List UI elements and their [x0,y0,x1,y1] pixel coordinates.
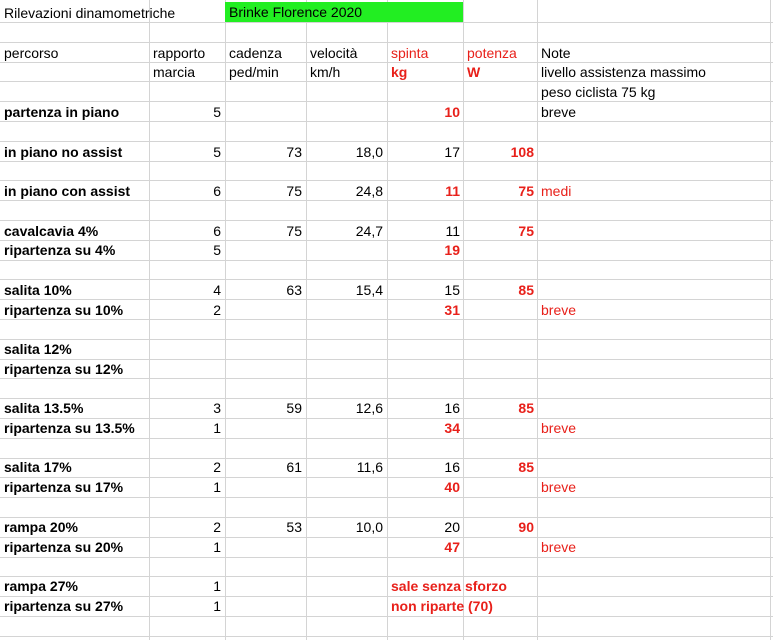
percorso-cell[interactable]: ripartenza su 4% [4,242,116,258]
velocita-cell[interactable] [307,300,383,320]
row-divider [0,636,773,637]
row-divider [0,616,773,617]
row-divider [0,260,773,261]
potenza-cell[interactable] [464,537,534,557]
percorso-cell[interactable]: partenza in piano [4,104,120,120]
potenza-cell[interactable]: 85 [518,282,534,298]
row-divider [0,517,773,518]
percorso-cell[interactable]: rampa 27% [4,578,78,594]
cadenza-cell[interactable]: 73 [286,144,302,160]
potenza-cell[interactable]: 90 [518,519,534,535]
spinta-cell[interactable]: 31 [444,302,460,318]
velocita-cell[interactable] [307,418,383,438]
note-peso[interactable]: peso ciclista 75 kg [541,84,656,100]
velocita-cell[interactable] [307,339,383,359]
rapporto-cell[interactable]: 2 [213,519,221,535]
remark-cell[interactable]: non riparte (70) [391,598,493,614]
percorso-cell[interactable]: ripartenza su 20% [4,539,124,555]
potenza-cell[interactable] [464,240,534,260]
header-w[interactable]: W [467,64,481,80]
cadenza-cell[interactable] [226,576,302,596]
row-divider [0,240,773,241]
rapporto-cell[interactable]: 3 [213,400,221,416]
velocita-cell[interactable] [307,359,383,379]
cadenza-cell[interactable] [226,300,302,320]
cadenza-cell[interactable]: 59 [286,400,302,416]
percorso-cell[interactable]: ripartenza su 27% [4,598,124,614]
column-divider [770,0,771,640]
row-divider [0,458,773,459]
row-divider [0,220,773,221]
spinta-cell[interactable]: 11 [445,223,460,239]
rapporto-cell[interactable]: 1 [213,479,221,495]
note-cell[interactable]: medi [541,183,572,199]
spinta-cell[interactable] [388,359,460,379]
spinta-cell[interactable]: 19 [444,242,460,258]
cadenza-cell[interactable]: 75 [286,183,302,199]
rapporto-cell[interactable]: 5 [213,104,221,120]
row-divider [0,42,773,43]
rapporto-cell[interactable]: 1 [213,598,221,614]
percorso-cell[interactable]: in piano no assist [4,144,123,160]
potenza-cell[interactable]: 75 [518,183,534,199]
row-divider [0,557,773,558]
rapporto-cell[interactable]: 6 [213,223,221,239]
spinta-cell[interactable]: 47 [444,539,460,555]
spinta-cell[interactable]: 16 [444,400,460,416]
percorso-cell[interactable]: salita 17% [4,459,72,475]
potenza-cell[interactable]: 85 [518,459,534,475]
percorso-cell[interactable]: rampa 20% [4,519,78,535]
header-velocita[interactable]: velocità [310,45,358,61]
spinta-cell[interactable]: 20 [444,519,460,535]
rapporto-cell[interactable]: 1 [213,420,221,436]
rapporto-cell[interactable]: 2 [213,302,221,318]
row-divider [0,279,773,280]
header-percorso[interactable]: percorso [4,45,59,61]
header-kmh[interactable]: km/h [310,64,341,80]
rapporto-cell[interactable] [150,359,221,379]
percorso-cell[interactable]: ripartenza su 13.5% [4,420,135,436]
rapporto-cell[interactable]: 5 [213,144,221,160]
velocita-cell[interactable]: 24,7 [355,223,383,239]
percorso-cell[interactable]: salita 10% [4,282,72,298]
header-potenza[interactable]: potenza [467,45,517,61]
velocita-cell[interactable]: 15,4 [355,282,383,298]
spinta-cell[interactable] [388,339,460,359]
potenza-cell[interactable] [464,102,534,122]
percorso-cell[interactable]: salita 12% [4,341,72,357]
velocita-cell[interactable]: 10,0 [355,519,383,535]
rapporto-cell[interactable]: 6 [213,183,221,199]
cadenza-cell[interactable] [226,240,302,260]
spinta-cell[interactable]: 10 [444,104,460,120]
cadenza-cell[interactable] [226,339,302,359]
spinta-cell[interactable]: 34 [444,420,460,436]
velocita-cell[interactable] [307,240,383,260]
percorso-cell[interactable]: salita 13.5% [4,400,84,416]
rapporto-cell[interactable]: 1 [213,539,221,555]
highlight-cell[interactable]: Brinke Florence 2020 [225,2,463,22]
potenza-cell[interactable] [464,418,534,438]
row-divider [0,438,773,439]
note-cell[interactable]: breve [541,302,577,318]
row-divider [0,398,773,399]
percorso-cell[interactable]: ripartenza su 17% [4,479,124,495]
rapporto-cell[interactable]: 2 [213,459,221,475]
percorso-cell[interactable]: in piano con assist [4,183,131,199]
velocita-cell[interactable] [307,477,383,497]
cadenza-cell[interactable]: 61 [286,459,302,475]
spinta-cell[interactable]: 40 [444,479,460,495]
header-spinta[interactable]: spinta [391,45,429,61]
header-rapporto[interactable]: rapporto [153,45,206,61]
cadenza-cell[interactable]: 63 [286,282,302,298]
cadenza-cell[interactable] [226,537,302,557]
velocita-cell[interactable] [307,102,383,122]
cadenza-cell[interactable] [226,596,302,616]
spinta-cell[interactable]: 11 [445,183,460,199]
cadenza-cell[interactable]: 53 [286,519,302,535]
cadenza-cell[interactable]: 75 [286,223,302,239]
potenza-cell[interactable]: 85 [518,400,534,416]
potenza-cell[interactable] [464,359,534,379]
note-cell[interactable]: breve [541,104,577,120]
potenza-cell[interactable] [464,477,534,497]
header-cadenza[interactable]: cadenza [229,45,282,61]
velocita-cell[interactable] [307,596,383,616]
rapporto-cell[interactable]: 1 [213,578,221,594]
header-marcia[interactable]: marcia [153,64,196,80]
velocita-cell[interactable] [307,576,383,596]
row-divider [0,576,773,577]
percorso-cell[interactable]: ripartenza su 10% [4,302,124,318]
header-kg[interactable]: kg [391,64,408,80]
spinta-cell[interactable]: 15 [444,282,460,298]
velocita-cell[interactable]: 18,0 [355,144,383,160]
spinta-cell[interactable]: 16 [444,459,460,475]
row-divider [0,339,773,340]
potenza-cell[interactable] [464,300,534,320]
rapporto-cell[interactable]: 4 [213,282,221,298]
note-cell[interactable]: breve [541,420,577,436]
velocita-cell[interactable]: 12,6 [355,400,383,416]
spinta-cell[interactable]: 17 [444,144,460,160]
cadenza-cell[interactable] [226,477,302,497]
column-divider [537,0,538,640]
rapporto-cell[interactable] [150,339,221,359]
sheet-title[interactable]: Rilevazioni dinamometriche [4,5,176,21]
note-cell[interactable]: breve [541,479,577,495]
cadenza-cell[interactable] [226,359,302,379]
cadenza-cell[interactable] [226,102,302,122]
percorso-cell[interactable]: ripartenza su 12% [4,361,124,377]
note-cell[interactable]: breve [541,539,577,555]
velocita-cell[interactable]: 24,8 [355,183,383,199]
header-ped-min[interactable]: ped/min [229,64,279,80]
header-note[interactable]: Note [541,45,571,61]
potenza-cell[interactable]: 75 [518,223,534,239]
velocita-cell[interactable] [307,537,383,557]
percorso-cell[interactable]: cavalcavia 4% [4,223,99,239]
row-divider [0,497,773,498]
remark-cell[interactable]: sale senza sforzo [391,578,507,594]
cadenza-cell[interactable] [226,418,302,438]
rapporto-cell[interactable]: 5 [213,242,221,258]
potenza-cell[interactable] [464,339,534,359]
velocita-cell[interactable]: 11,6 [356,459,383,475]
potenza-cell[interactable]: 108 [510,144,534,160]
note-assistenza[interactable]: livello assistenza massimo [541,64,706,80]
